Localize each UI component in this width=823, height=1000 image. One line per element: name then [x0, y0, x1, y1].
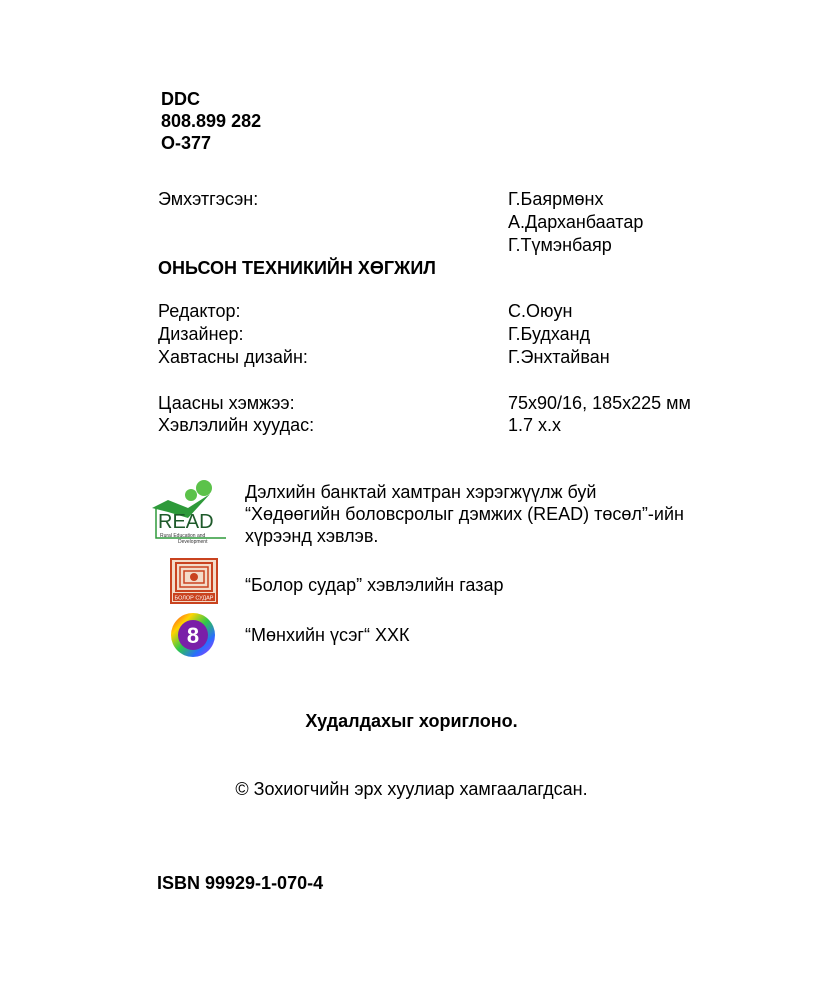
read-logo-sub1: Rural Education and — [160, 533, 206, 539]
print-sheets-label: Хэвлэлийн хуудас: — [158, 415, 315, 435]
ddc-number: 808.899 282 — [161, 111, 262, 131]
monkh-logo-letter: 8 — [186, 623, 200, 648]
book-title: ОНЬСОН ТЕХНИКИЙН ХӨГЖИЛ — [158, 258, 436, 278]
read-text-line: хүрээнд хэвлэв. — [245, 526, 379, 546]
compiler-name: Г.Баярмөнх — [508, 189, 604, 209]
paper-size-label: Цаасны хэмжээ: — [158, 393, 295, 413]
copyright-notice: © Зохиогчийн эрх хуулиар хамгаалагдсан. — [235, 779, 588, 799]
monkh-text: “Мөнхийн үсэг“ ХХК — [245, 625, 410, 645]
read-logo-name: READ — [158, 511, 214, 533]
isbn: ISBN 99929-1-070-4 — [157, 873, 324, 893]
bolor-text: “Болор судар” хэвлэлийн газар — [245, 575, 504, 595]
compilers-label: Эмхэтгэсэн: — [158, 189, 259, 209]
read-logo — [148, 478, 232, 546]
read-text-line: Дэлхийн банктай хамтран хэрэгжүүлж буй — [245, 482, 597, 502]
not-for-sale-notice: Худалдахыг хориглоно. — [305, 711, 518, 731]
editor-value: С.Оюун — [508, 301, 573, 321]
editor-label: Редактор: — [158, 301, 241, 321]
bolor-sudar-logo — [170, 558, 218, 604]
designer-label: Дизайнер: — [158, 324, 244, 344]
compiler-name: Г.Түмэнбаяр — [508, 235, 612, 255]
compiler-name: А.Дарханбаатар — [508, 212, 644, 232]
paper-size-value: 75x90/16, 185x225 мм — [508, 393, 691, 413]
bolor-logo-text: БОЛОР СУДАР — [174, 595, 214, 602]
designer-value: Г.Будханд — [508, 324, 591, 344]
cover-design-label: Хавтасны дизайн: — [158, 347, 308, 367]
read-text-line: “Хөдөөгийн боловсролыг дэмжих (READ) төсөл”-ийн — [245, 504, 684, 524]
cover-design-value: Г.Энхтайван — [508, 347, 610, 367]
read-logo-sub2: Development — [178, 539, 208, 545]
print-sheets-value: 1.7 х.х — [508, 415, 562, 435]
monkhiin-useg-logo — [170, 612, 216, 658]
ddc-author-mark: O-377 — [161, 133, 212, 153]
ddc-label: DDC — [161, 89, 200, 109]
